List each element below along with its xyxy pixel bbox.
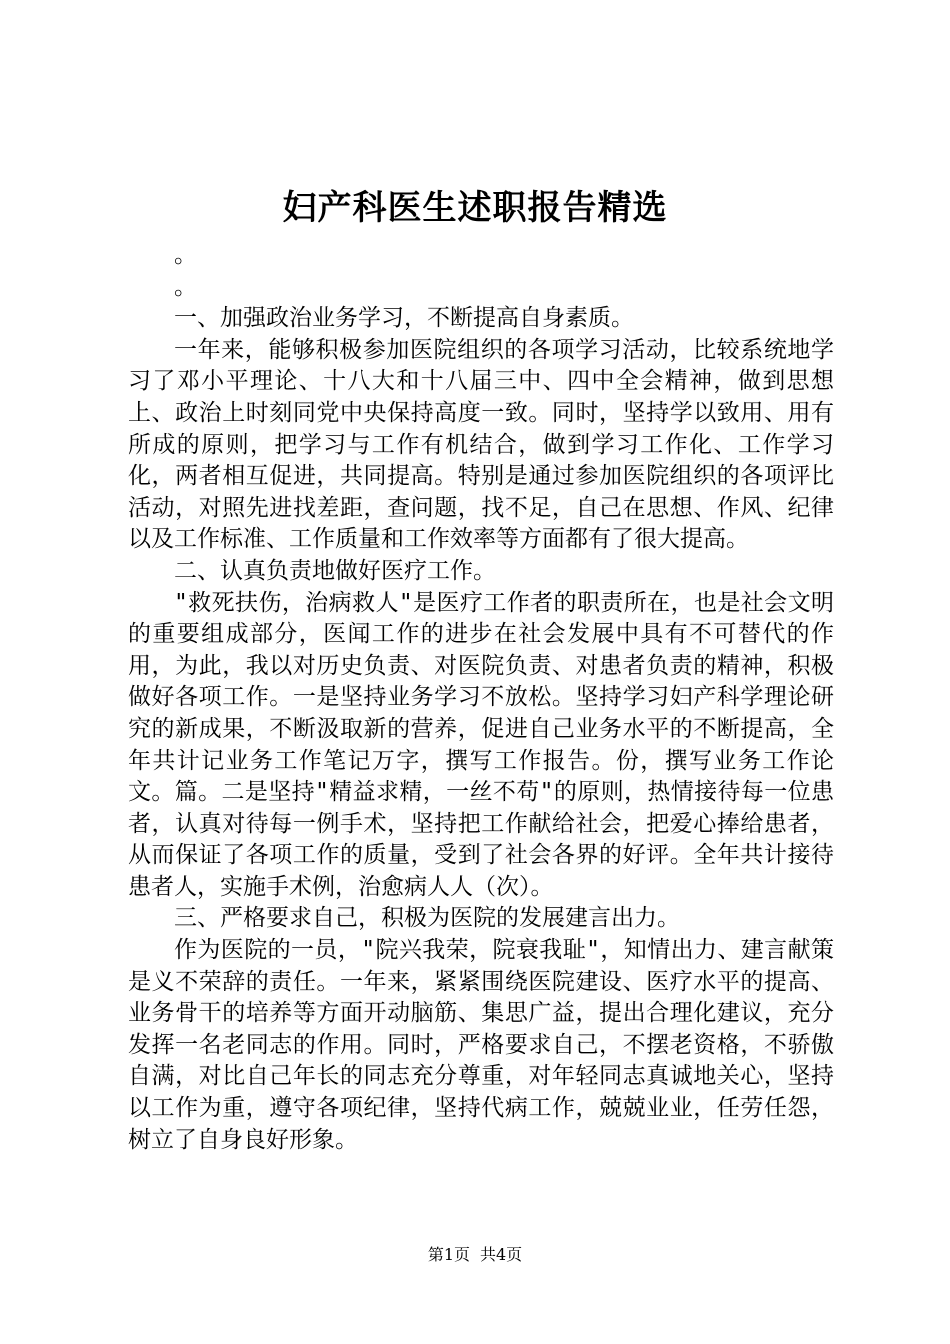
section-heading-2: 二、认真负责地做好医疗工作。 — [174, 557, 496, 584]
document-title: 妇产科医生述职报告精选 — [282, 188, 668, 228]
paragraph-medical-work: "救死扶伤，治病救人"是医疗工作者的职责所在，也是社会文明的重要组成部分，医闻工作的进步在社会发展中具有不可替代的作用，为此，我以对历史负责、对医院负责、对患者负责的精神，积极做好各项工作。一是坚持业务学习不放松。坚持学习妇产科学理论研究的新成果，不断汲取新的营养，促进自己业务水平的不断提高，全年共计记业务工作笔记万字，撰写工作报告。份，撰写业务工作论文。篇。二是坚持"精益求精，一丝不苟"的原则，热情接待每一位患者，认真对待每一例手术，坚持把工作献给社会，把爱心捧给患者，从而保证了各项工作的质量，受到了社会各界的好评。全年共计接待患者人，实施手术例，治愈病人人（次）。 — [128, 589, 834, 900]
paragraph-self-discipline: 作为医院的一员，"院兴我荣，院衰我耻"，知情出力、建言献策是义不荣辞的责任。一年来，紧紧围绕医院建设、医疗水平的提高、业务骨干的培养等方面开动脑筋、集思广益，提出合理化建议，充分发挥一名老同志的作用。同时，严格要求自己，不摆老资格，不骄傲自满，对比自己年长的同志充分尊重，对年轻同志真诚地关心，坚持以工作为重，遵守各项纪律，坚持代病工作，兢兢业业，任劳任怨，树立了自身良好形象。 — [128, 937, 834, 1153]
paragraph-mark-2: 。 — [174, 273, 197, 300]
page-total: 共4页 — [480, 1245, 523, 1264]
paragraph-study: 一年来，能够积极参加医院组织的各项学习活动，比较系统地学习了邓小平理论、十八大和十八届三中、四中全会精神，做到思想上、政治上时刻同党中央保持高度一致。同时，坚持学以致用、用有所成的原则，把学习与工作有机结合，做到学习工作化、工作学习化，两者相互促进，共同提高。特别是通过参加医院组织的各项评比活动，对照先进找差距，查问题，找不足，自己在思想、作风、纪律以及工作标准、工作质量和工作效率等方面都有了很大提高。 — [128, 336, 834, 553]
document-body — [128, 240, 834, 1156]
paragraph-mark-1: 。 — [174, 242, 197, 268]
page-number: 第1页 — [427, 1245, 470, 1264]
section-heading-1: 一、加强政治业务学习，不断提高自身素质。 — [174, 305, 634, 332]
section-heading-3: 三、严格要求自己，积极为医院的发展建言出力。 — [174, 905, 680, 932]
page-footer — [0, 1244, 950, 1266]
